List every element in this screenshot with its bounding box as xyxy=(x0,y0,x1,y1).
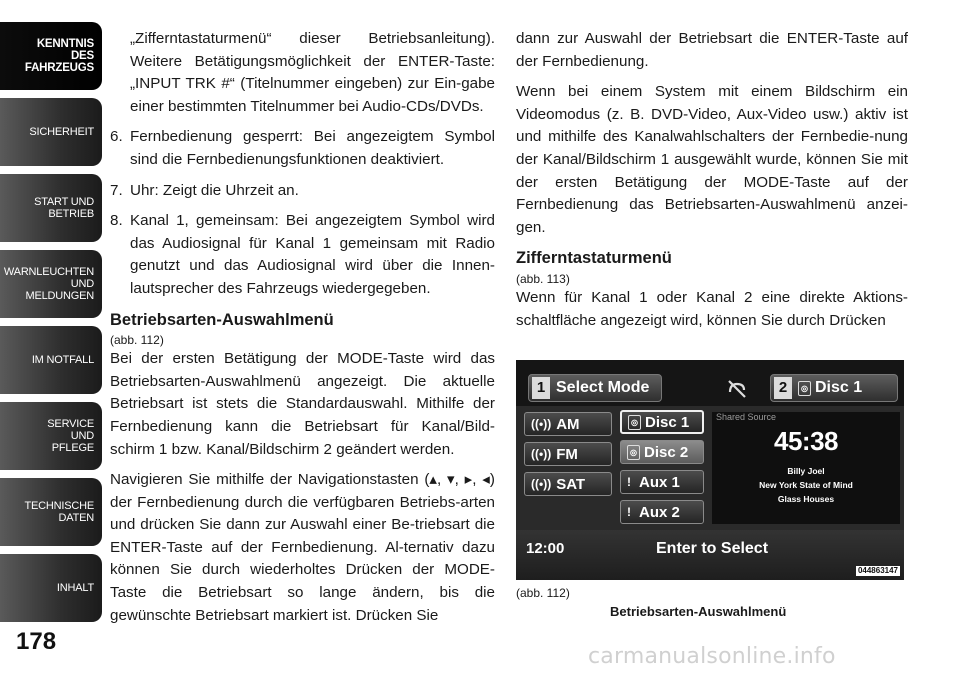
paragraph: Wenn bei einem System mit einem Bildschirm ein Videomodus (z. B. DVD-Video, Aux-Video usw.) aktiv ist und mithilfe des Kanalwahlschalters der Fernbedie-nung der Kanal/Bildschirm 1 ausgewählt wurde, können Sie mit der ersten Betätigung der MODE-Taste auf der Fernbedienung das Betriebsarten-Auswahlmenü anzei-gen. xyxy=(516,83,908,236)
disc-icon: ◎ xyxy=(627,445,640,460)
radio-wave-icon: ((•)) xyxy=(531,447,552,461)
tab-technische-daten[interactable]: TECHNISCHE DATEN xyxy=(0,478,102,546)
option-aux-2-button[interactable]: ǃ Aux 2 xyxy=(620,500,704,524)
shared-source-label: Shared Source xyxy=(716,412,777,422)
disc-icon: ◎ xyxy=(798,381,811,396)
right-column xyxy=(516,28,908,332)
watermark: carmanualsonline.info xyxy=(588,644,836,669)
list-number: 7. xyxy=(110,181,123,199)
paragraph: dann zur Auswahl der Betriebsart die ENTER-Taste auf der Fernbedienung. xyxy=(516,30,908,70)
artist-name: Billy Joel xyxy=(787,466,825,476)
screen-body xyxy=(516,406,904,530)
list-item-6 xyxy=(110,126,495,171)
song-title: New York State of Mind xyxy=(759,480,853,490)
now-playing-panel xyxy=(712,412,900,524)
left-column xyxy=(110,28,495,627)
image-code: 044863147 xyxy=(857,566,898,575)
option-aux-1-button[interactable]: ǃ Aux 1 xyxy=(620,470,704,494)
channel-number: 1 xyxy=(532,377,550,399)
remote-locked-icon xyxy=(726,378,748,400)
screen-bottom-bar xyxy=(516,530,904,580)
list-item-7 xyxy=(110,180,495,203)
section-heading: Betriebsarten-Auswahlmenü xyxy=(110,310,334,329)
aux-jack-icon: ǃ xyxy=(627,475,631,489)
tab-sicherheit[interactable]: SICHERHEIT xyxy=(0,98,102,166)
channel-2-source-label: Disc 1 xyxy=(815,379,863,396)
figure-reference: (abb. 112) xyxy=(110,333,164,348)
paragraph: Bei der ersten Betätigung der MODE-Taste wird das Betriebsarten-Auswahlmenü angezeigt. Die aktuelle Betriebsart ist stets die Standardauswahl. Mithilfe der Fernbedienung kann die Betriebsart für Kanal/Bild-schirm 1 bzw. Kanal/Bildschirm 2 geändert werden. xyxy=(110,350,495,458)
list-number: 8. xyxy=(110,212,123,230)
paragraph: Wenn für Kanal 1 oder Kanal 2 eine direkte Aktions-schaltfläche angezeigt wird, können Sie durch Drücken xyxy=(516,288,908,329)
screen-top-bar xyxy=(520,370,900,404)
list-number: 6. xyxy=(110,128,123,146)
aux-jack-icon: ǃ xyxy=(627,505,631,519)
tab-inhalt[interactable]: INHALT xyxy=(0,554,102,622)
select-mode-label: Select Mode xyxy=(556,379,650,396)
paragraph: Navigieren Sie mithilfe der Navigationstasten (▴, ▾, ▸, ◂) der Fernbedienung durch die verfügbaren Betriebs-arten und drücken Sie dann zur Auswahl einer Be-triebsart die ENTER-Taste auf der Fernbedienung. Al-ternativ dazu können Sie durch wiederholtes Drücken der MODE-Taste die Betriebsart so lange ändern, bis die gewünschte Betriebsart markiert ist. Drücken Sie xyxy=(110,471,495,624)
select-mode-button[interactable] xyxy=(528,374,662,402)
tab-kenntnis-des-fahrzeugs[interactable]: KENNTNIS DES FAHRZEUGS xyxy=(0,22,102,90)
enter-to-select-label: Enter to Select xyxy=(656,540,769,557)
tab-start-und-betrieb[interactable]: START UND BETRIEB xyxy=(0,174,102,242)
tab-im-notfall[interactable]: IM NOTFALL xyxy=(0,326,102,394)
figure-reference: (abb. 112) xyxy=(516,586,570,600)
track-time: 45:38 xyxy=(774,426,838,456)
page-number: 178 xyxy=(16,628,57,655)
tab-service-und-pflege[interactable]: SERVICE UND PFLEGE xyxy=(0,402,102,470)
source-sat-button[interactable]: ((•)) SAT xyxy=(524,472,612,496)
section-heading: Zifferntastaturmenü xyxy=(516,249,672,268)
list-text: Kanal 1, gemeinsam: Bei angezeigtem Symbol wird das Audiosignal für Kanal 1 gemeinsam mit Radio genutzt und das Audiosignal wird über die Innen-lautsprecher des Fahrzeugs wiedergegeben. xyxy=(130,212,495,297)
list-item-8 xyxy=(110,210,495,300)
list-text: Uhr: Zeigt die Uhrzeit an. xyxy=(130,181,299,199)
figure-reference: (abb. 113) xyxy=(516,271,570,286)
list-text: Fernbedienung gesperrt: Bei angezeigtem Symbol sind die Fernbedienungsfunktionen deaktiviert. xyxy=(130,128,495,168)
source-fm-button[interactable]: ((•)) FM xyxy=(524,442,612,466)
album-title: Glass Houses xyxy=(777,494,835,504)
option-disc-2-button[interactable]: ◎ Disc 2 xyxy=(620,440,704,464)
channel-2-source-button[interactable] xyxy=(770,374,898,402)
option-disc-1-button[interactable]: ◎ Disc 1 xyxy=(620,410,704,434)
disc-icon: ◎ xyxy=(628,415,641,430)
channel-number: 2 xyxy=(774,377,792,399)
clock-display: 12:00 xyxy=(526,540,565,557)
source-am-button[interactable]: ((•)) AM xyxy=(524,412,612,436)
radio-wave-icon: ((•)) xyxy=(531,417,552,431)
tab-warnleuchten-und-meldungen[interactable]: WARNLEUCHTEN UND MELDUNGEN xyxy=(0,250,102,318)
figure-caption: Betriebsarten-Auswahlmenü xyxy=(610,604,787,619)
radio-screen-figure xyxy=(516,360,904,580)
radio-wave-icon: ((•)) xyxy=(531,477,552,491)
continued-paragraph: „Zifferntastaturmenü“ dieser Betriebsanleitung). Weitere Betätigungsmöglichkeit der ENTER-Taste: „INPUT TRK #“ (Titelnummer eingeben) zur Ein-gabe einer bestimmten Titelnummer bei Audio-CDs/DVDs. xyxy=(130,30,495,115)
